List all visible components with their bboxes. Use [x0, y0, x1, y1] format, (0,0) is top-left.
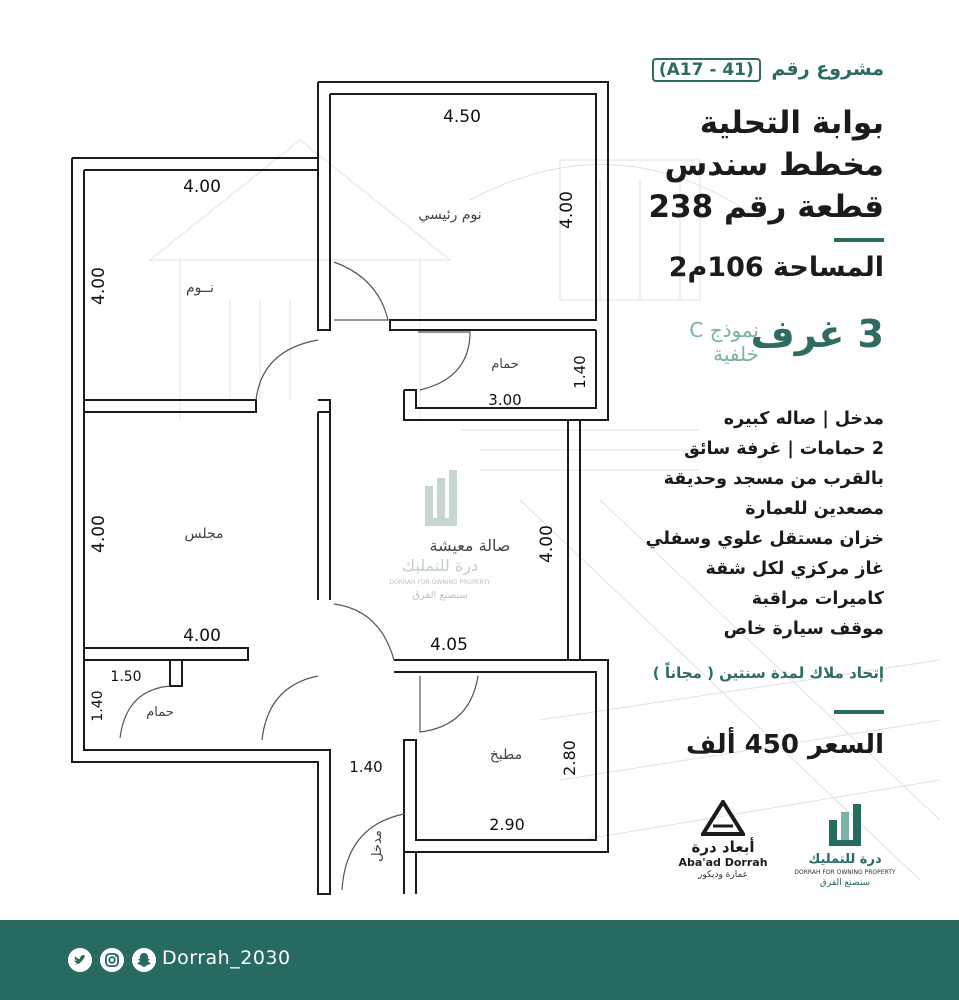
- dim-kitchen-width: 2.90: [489, 815, 525, 834]
- owners-union-note: إتحاد ملاك لمدة سنتين ( مجاناً ): [652, 664, 884, 682]
- feature-7: كاميرات مراقبة: [751, 589, 884, 609]
- title-line-1: بوابة التحلية: [699, 105, 884, 141]
- watermark-tag: سنصنع الفرق: [412, 590, 468, 601]
- abaad-en: Aba'ad Dorrah: [678, 856, 768, 869]
- wall-master-outer: [318, 82, 608, 420]
- dim-entrance-width: 1.40: [349, 758, 383, 776]
- price-text: السعر 450 ألف: [685, 730, 884, 760]
- label-entrance: مدخل: [370, 830, 385, 862]
- wall-majlis-bottom: [84, 648, 248, 660]
- label-living-hall: صالة معيشة: [429, 536, 511, 555]
- wall-bedroom-right: [318, 170, 330, 412]
- wall-majlis-right: [318, 412, 330, 600]
- label-kitchen: مطبخ: [489, 747, 523, 763]
- abaad-ar: أبعاد درة: [691, 838, 755, 856]
- dim-master-height: 4.00: [557, 191, 577, 229]
- feature-4: مصعدين للعمارة: [745, 499, 884, 519]
- dim-majlis-width: 4.00: [183, 626, 221, 646]
- twitter-icon[interactable]: [68, 948, 92, 972]
- label-majlis: مجلس: [184, 526, 224, 542]
- social-handle[interactable]: Dorrah_2030: [162, 947, 291, 969]
- dim-hall-width: 4.05: [430, 635, 468, 655]
- dim-bedroom-height: 4.00: [89, 267, 109, 305]
- snapchat-icon[interactable]: [132, 948, 156, 972]
- dim-hall-height: 4.00: [537, 525, 557, 563]
- dim-bath-lower-height: 1.40: [90, 690, 106, 722]
- area-text: المساحة 106م2: [668, 252, 884, 283]
- abaad-sub: عمارة وديكور: [697, 870, 749, 880]
- dim-kitchen-height: 2.80: [560, 740, 579, 776]
- label-master-bedroom: نوم رئيسي: [418, 207, 482, 223]
- feature-8: موقف سيارة خاص: [723, 619, 884, 639]
- door-bedroom: [256, 340, 318, 400]
- instagram-icon[interactable]: [100, 948, 124, 972]
- project-code: (A17 - 41): [652, 58, 761, 82]
- feature-6: غاز مركزي لكل شقة: [705, 559, 884, 579]
- dim-bath-upper-width: 3.00: [488, 391, 522, 409]
- wall-entrance-right: [404, 740, 416, 894]
- wall-master-left: [318, 82, 330, 330]
- dorrah-logo: [790, 800, 900, 910]
- label-bath-upper: حمام: [491, 357, 519, 372]
- feature-3: بالقرب من مسجد وحديقة: [663, 469, 884, 489]
- door-majlis: [334, 604, 394, 660]
- label-bath-lower: حمام: [146, 705, 174, 720]
- dim-master-width: 4.50: [443, 107, 481, 127]
- watermark-ar: درة للتمليك: [401, 556, 479, 575]
- dim-bath-upper-height: 1.40: [571, 355, 589, 389]
- dorrah-mark-icon: [823, 800, 867, 848]
- wall-left-outer: [72, 158, 318, 170]
- door-bath-upper: [418, 332, 470, 390]
- wall-bedroom-bottom: [84, 400, 256, 412]
- project-prefix: مشروع رقم: [771, 58, 884, 80]
- dorrah-en: DORRAH FOR OWNING PROPERTY: [794, 869, 896, 876]
- abaad-triangle-icon: [701, 800, 745, 836]
- watermark-en: DORRAH FOR OWNING PROPERTY: [389, 579, 491, 586]
- footer-bar: [0, 920, 959, 1000]
- feature-2: 2 حمامات | غرفة سائق: [684, 439, 884, 459]
- dim-bath-lower-width: 1.50: [110, 669, 142, 685]
- title-line-2: مخطط سندس: [664, 147, 884, 183]
- feature-1: مدخل | صاله كبيره: [723, 409, 884, 429]
- hall-watermark: [389, 470, 510, 601]
- door-hall: [262, 676, 318, 740]
- model-type: [689, 318, 759, 366]
- dim-bedroom-width: 4.00: [183, 177, 221, 197]
- feature-5: خزان مستقل علوي وسفلي: [645, 529, 884, 549]
- divider-top: [834, 238, 884, 242]
- dorrah-ar: درة للتمليك: [808, 852, 882, 867]
- project-number: [652, 58, 884, 82]
- abaad-dorrah-logo: [668, 800, 778, 910]
- title-line-3: قطعة رقم 238: [648, 189, 884, 225]
- wall-hall-bottom: [394, 660, 580, 672]
- dorrah-tag: سنصنع الفرق: [819, 878, 871, 888]
- door-kitchen: [420, 676, 478, 732]
- divider-bottom: [834, 710, 884, 714]
- dim-majlis-height: 4.00: [89, 515, 109, 553]
- model-line-2: خلفية: [713, 342, 759, 366]
- wall-hall-right: [568, 420, 580, 660]
- label-bedroom: نــوم: [186, 280, 214, 296]
- model-line-1: نموذج C: [689, 318, 759, 342]
- door-master: [334, 262, 388, 320]
- rooms-count: 3 غرف: [750, 312, 884, 356]
